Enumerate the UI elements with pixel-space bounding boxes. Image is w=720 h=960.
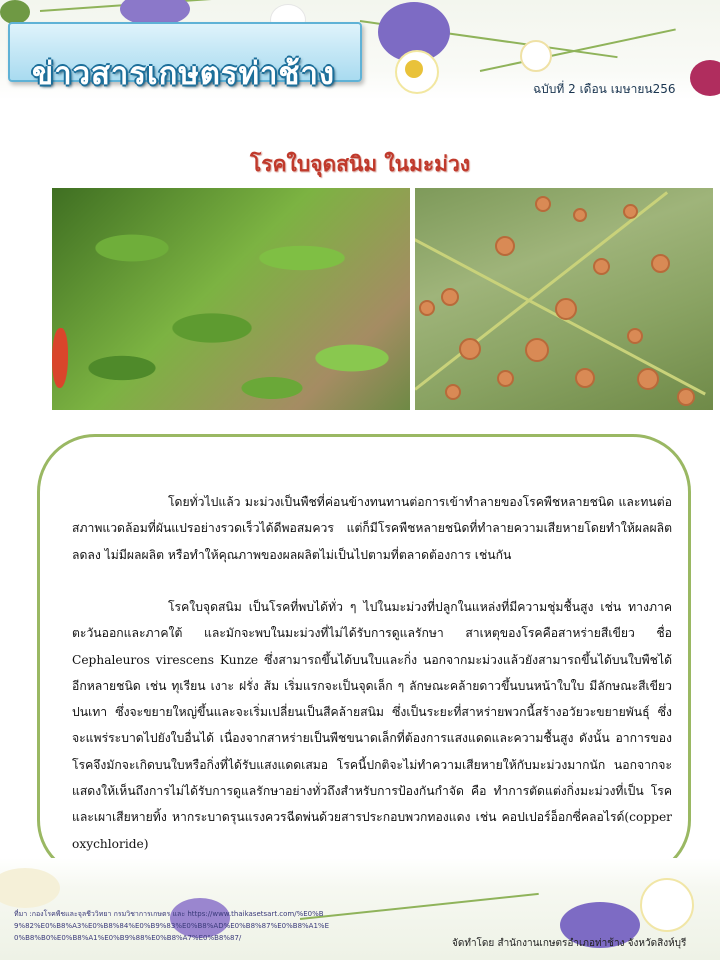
source-reference: ที่มา :กองโรคพืชและจุลชีววิทยา กรมวิชาการเกษตร และ https://www.thaikasetsart.com/%E0%B9%82%E0%B8%A3%E0%B8%84%E0%B9%83%E0%B8%AD%E0%B8%87%E0%B8%A1%E0%B8%B0%E0%B8%A1%E0%B9%88%E0%B8%A7%E0%B8%87/ <box>14 910 329 942</box>
article-text-box <box>37 434 691 878</box>
newsletter-title: ข่าวสารเกษตรท่าช้าง <box>32 56 335 92</box>
mango-tree-photo <box>52 188 410 410</box>
newsletter-title-box <box>8 22 362 92</box>
issue-info: ฉบับที่ 2 เดือน เมษายน256 <box>533 82 676 96</box>
rust-spot-leaf-photo <box>415 188 713 410</box>
article-headline: โรคใบจุดสนิม ในมะม่วง <box>249 152 471 176</box>
publisher-credit: จัดทำโดย สำนักงานเกษตรอำเภอท่าช้าง จังหวัดสิงห์บุรี <box>452 938 687 949</box>
article-paragraph: โดยทั่วไปแล้ว มะม่วงเป็นพืชที่ค่อนข้างทนทานต่อการเข้าทำลายของโรคพืชหลายชนิด และทนต่อสภาพแวดล้อมที่ผันแปรอย่างรวดเร็วได้ดีพอสมควร แต่ก็มีโรคพืชหลายชนิดที่ทำลายความเสียหายโดยทำให้ผลผลิตลดลง ไม่มีผลผลิต หรือทำให้คุณภาพของผลผลิตไม่เป็นไปตามที่ตลาดต้องการ เช่นกัน <box>72 495 672 562</box>
article-paragraph: โรคใบจุดสนิม เป็นโรคที่พบได้ทั่ว ๆ ไปในมะม่วงที่ปลูกในแหล่งที่มีความชุ่มชื้นสูง เช่น ทางภาคตะวันออกและภาคใต้ และมักจะพบในมะม่วงที่ไม่ได้รับการดูแลรักษา สาเหตุของโรคคือสาหร่ายสีเขียว ชื่อ Cephaleuros virescens Kunze ซึ่งสามารถขึ้นได้บนใบและกิ่ง นอกจากมะม่วงแล้วยังสามารถขึ้นได้บนใบพืชได้อีกหลายชนิด เช่น ทุเรียน เงาะ ฝรั่ง ส้ม เริ่มแรกจะเป็นจุดเล็ก ๆ ลักษณะคล้ายดาวขึ้นบนหน้าใบใบ มีลักษณะสีเขียวปนเทา ซึ่งจะขยายใหญ่ขึ้นและจะเริ่มเปลี่ยนเป็นสีคล้ายสนิม ซึ่งเป็นระยะที่สาหร่ายพวกนี้สร้างอวัยวะขยายพันธุ์ ซึ่งจะแพร่ระบาดไปยังใบอื่นได้ เนื่องจากสาหร่ายเป็นพืชขนาดเล็กที่ต้องการแสงแดดและความชื้นสูง ดังนั้น อาการของโรคจึงมักจะเกิดบนใบหรือกิ่งที่ได้รับแสงแดดเสมอ โรคนี้ปกติจะไม่ทำความเสียหายให้กับมะม่วงมากนัก นอกจากจะแสดงให้เห็นถึงการไม่ได้รับการดูแลรักษาอย่างทั่วถึงสำหรับการป้องกันกำจัด คือ ทำการตัดแต่งกิ่งมะม่วงที่เป็น โรคและเผาเสียหายทิ้ง หากระบาดรุนแรงควรฉีดพ่นด้วยสารประกอบพวกทองแดง เช่น คอปเปอร์อ็อกซี่คลอไรด์(copper oxychloride) <box>72 600 672 851</box>
